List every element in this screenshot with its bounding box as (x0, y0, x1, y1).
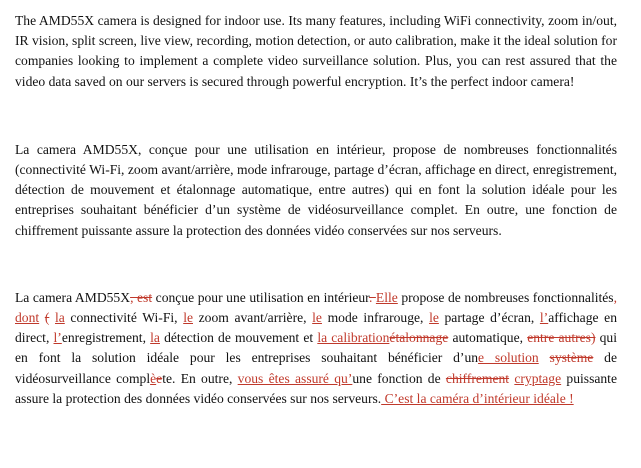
inserted-text: C’est la caméra d’intérieur idéale ! (381, 390, 574, 406)
inserted-text: vous êtes assuré qu’ (237, 370, 353, 386)
revised-text: La camera AMD55X (15, 289, 131, 305)
inserted-text: le (312, 310, 322, 326)
revised-text: mode infrarouge, (321, 310, 430, 326)
revised-text: automatique, (448, 330, 528, 346)
revised-text: puissante assure la protection des données vidéo conservées sur nos serveurs. (15, 370, 617, 406)
revised-text: zoom avant/arrière, (193, 310, 313, 326)
inserted-text: e solution (478, 350, 539, 366)
paragraph-english[interactable]: The AMD55X camera is designed for indoor use. Its many features, including WiFi connectivity, zoom in/out, IR vision, split screen, live view, recording, motion detection, or auto calibration, make it the ideal solution for companies looking to implement a complete video surveillance solution. Plus, you can rest assured that the video data saved on our servers is secured through powerful encryption. It’s the perfect indoor camera! (15, 13, 618, 89)
deleted-text: chiffrement (445, 370, 510, 386)
paragraph-revised-tracked-changes[interactable] (15, 288, 617, 409)
revised-text: te. En outre, (162, 370, 238, 386)
inserted-text: le (429, 310, 439, 326)
revised-text: propose de nombreuses fonctionnalités (397, 289, 614, 305)
revised-text: affichage en direct, (15, 310, 617, 346)
inserted-text: l’ (53, 330, 62, 346)
deleted-text: . (368, 289, 376, 305)
deleted-text: ( (44, 310, 50, 326)
inserted-text: la calibration (317, 330, 390, 346)
inserted-text: è (150, 370, 157, 386)
inserted-text: l’ (539, 310, 549, 326)
revised-text: enregistrement, (61, 330, 151, 346)
revised-text: détection de mouvement et (159, 330, 318, 346)
revised-text: une fonction de (352, 370, 446, 386)
inserted-text: le (183, 310, 193, 326)
deleted-text: système (549, 350, 594, 366)
revised-text: connectivité Wi-Fi, (64, 310, 184, 326)
deleted-text: entre autres) (527, 330, 596, 346)
inserted-text: la (150, 330, 160, 346)
revised-text: qui en font la solution idéale pour les entreprises souhaitant bénéficier d’un (15, 330, 617, 366)
deleted-text: e (156, 370, 163, 386)
revised-text: de vidéosurveillance compl (15, 350, 617, 386)
inserted-text: , dont (15, 289, 618, 326)
deleted-text: étalonnage (389, 330, 449, 346)
document-page (15, 11, 617, 409)
deleted-text: , est (130, 289, 153, 305)
inserted-text: cryptage (514, 370, 562, 386)
revised-text: conçue pour une utilisation en intérieur (152, 289, 369, 305)
revised-text (539, 350, 550, 365)
revised-text: partage d’écran, (438, 310, 540, 326)
paragraph-french[interactable]: La camera AMD55X, conçue pour une utilisation en intérieur, propose de nombreuses fonctionnalités (connectivité Wi-Fi, zoom avant/arrière, mode infrarouge, partage d’écran, affichage en direct, enregistrement, détection de mouvement et étalonnage automatique, entre autres) qui en font la solution idéale pour les entreprises souhaitant bénéficier d’un système de vidéosurveillance complet. En outre, une fonction de chiffrement puissante assure la protection des données vidéo conservées sur nos serveurs. (15, 141, 617, 238)
inserted-text: Elle (375, 289, 398, 305)
inserted-text: la (54, 310, 65, 326)
